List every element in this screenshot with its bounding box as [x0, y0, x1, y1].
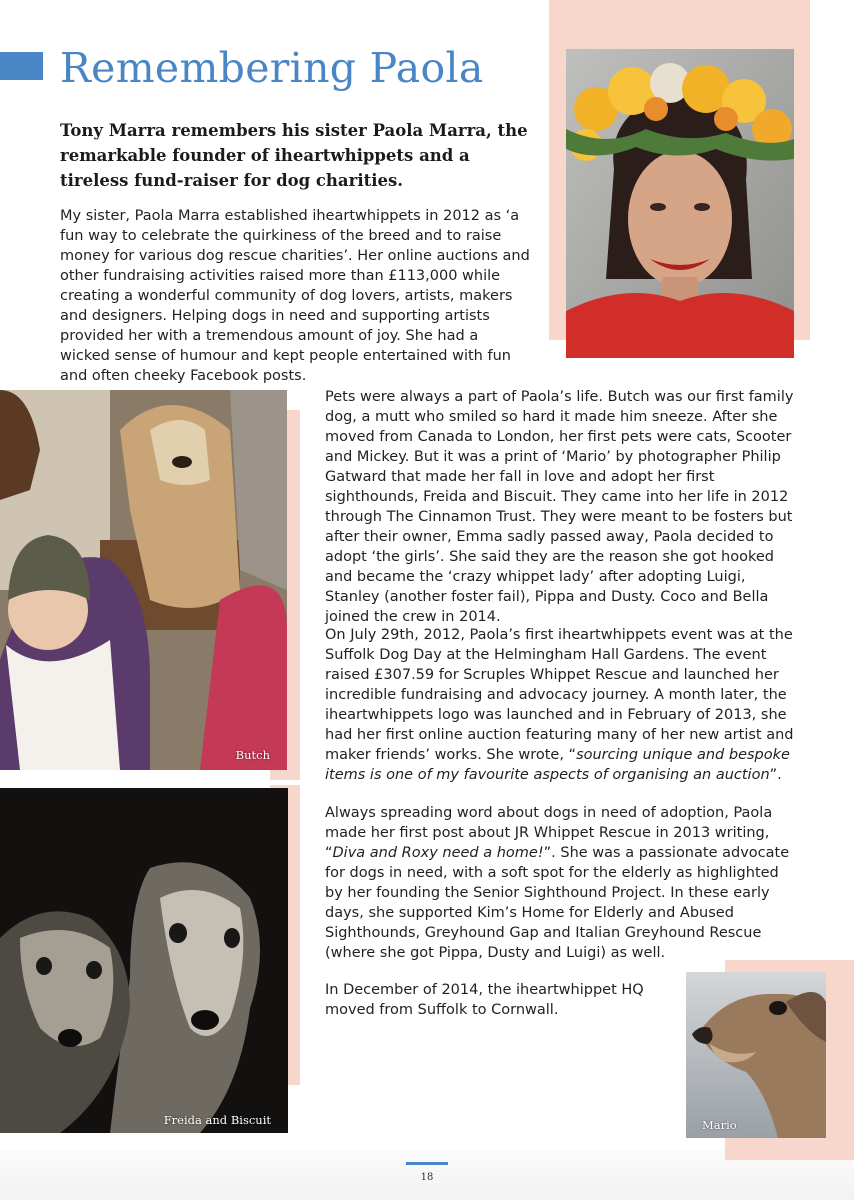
paola-portrait-photo [566, 49, 794, 358]
auction-quote: sourcing unique and bespoke items is one of my favourite aspects of organising an auction [325, 747, 790, 783]
body-paragraph-move: In December of 2014, the iheartwhippet HQ moved from Suffolk to Cornwall. [325, 982, 644, 1018]
body-paragraph-pets: Pets were always a part of Paola’s life. Butch was our first family dog, a mutt who smiled so hard it made him sneeze. After she moved from Canada to London, her first pets were cats, Scooter and Mickey. But it was a print of ‘Mario’ by photographer Philip Gatward that made her fall in love and adopt her first sighthounds, Freida and Biscuit. They came into her life in 2012 through The Cinnamon Trust. They were meant to be fosters but after their owner, Emma sadly passed away, Paola decided to adopt ‘the girls’. She said they are the reason she got hooked and became the ‘crazy whippet lady’ after adopting Luigi, Stanley (another foster fail), Pippa and Dusty. Coco and Bella joined the crew in 2014. [325, 389, 794, 625]
page-title: Remembering Paola [60, 44, 484, 92]
page-number: 18 [420, 1172, 434, 1183]
body-paragraph-advocacy [325, 803, 795, 963]
first-event-text: On July 29th, 2012, Paola’s first iheartwhippets event was at the Suffolk Dog Day at the Helmingham Hall Gardens. The event raised £307.59 for Scruples Whippet Rescue and launched her incredible fundraising and advocacy journey. A month later, the iheartwhippets logo was launched and in February of 2013, she had her first online auction featuring many of her new artist and maker friends’ works. She wrote, “ [325, 627, 794, 763]
butch-photo [0, 390, 287, 770]
advocacy-text-end: ”. She was a passionate advocate for dogs in need, with a soft spot for the elderly as highlighted by her founding the Senior Sighthound Project. In these early days, she supported Kim’s Home for Elderly and Abused Sighthounds, Greyhound Gap and Italian Greyhound Rescue (where she got Pippa, Dusty and Luigi) as well. [325, 845, 790, 961]
page-number-rule [406, 1162, 448, 1165]
freida-biscuit-caption: Freida and Biscuit [163, 1113, 271, 1127]
title-accent-bar [0, 52, 43, 80]
paola-portrait-illustration [566, 49, 794, 358]
freida-biscuit-photo [0, 788, 288, 1133]
butch-caption: Butch [235, 748, 270, 762]
mario-illustration [686, 972, 826, 1138]
intro-paragraph: My sister, Paola Marra established iheartwhippets in 2012 as ‘a fun way to celebrate the quirkiness of the breed and to raise money for various dog rescue charities’. Her online auctions and other fundraising activities raised more than £113,000 while creating a wonderful community of dog lovers, artists, makers and designers. Helping dogs in need and supporting artists provided her with a tremendous amount of joy. She had a wicked sense of humour and kept people entertained with fun and often cheeky Facebook posts. [60, 208, 530, 384]
freida-biscuit-illustration [0, 788, 288, 1133]
article-subtitle: Tony Marra remembers his sister Paola Marra, the remarkable founder of iheartwhippets and a tireless fund-raiser for dog charities. [60, 121, 528, 190]
first-event-text-end: ”. [769, 767, 782, 783]
diva-roxy-quote: Diva and Roxy need a home! [332, 845, 544, 861]
body-paragraph-first-event [325, 625, 795, 785]
mario-caption: Mario [702, 1118, 737, 1132]
advocacy-text: Always spreading word about dogs in need of adoption, Paola made her first post about JR Whippet Rescue in 2013 writing, “ [325, 805, 773, 861]
butch-illustration [0, 390, 287, 770]
mario-photo [686, 972, 826, 1138]
